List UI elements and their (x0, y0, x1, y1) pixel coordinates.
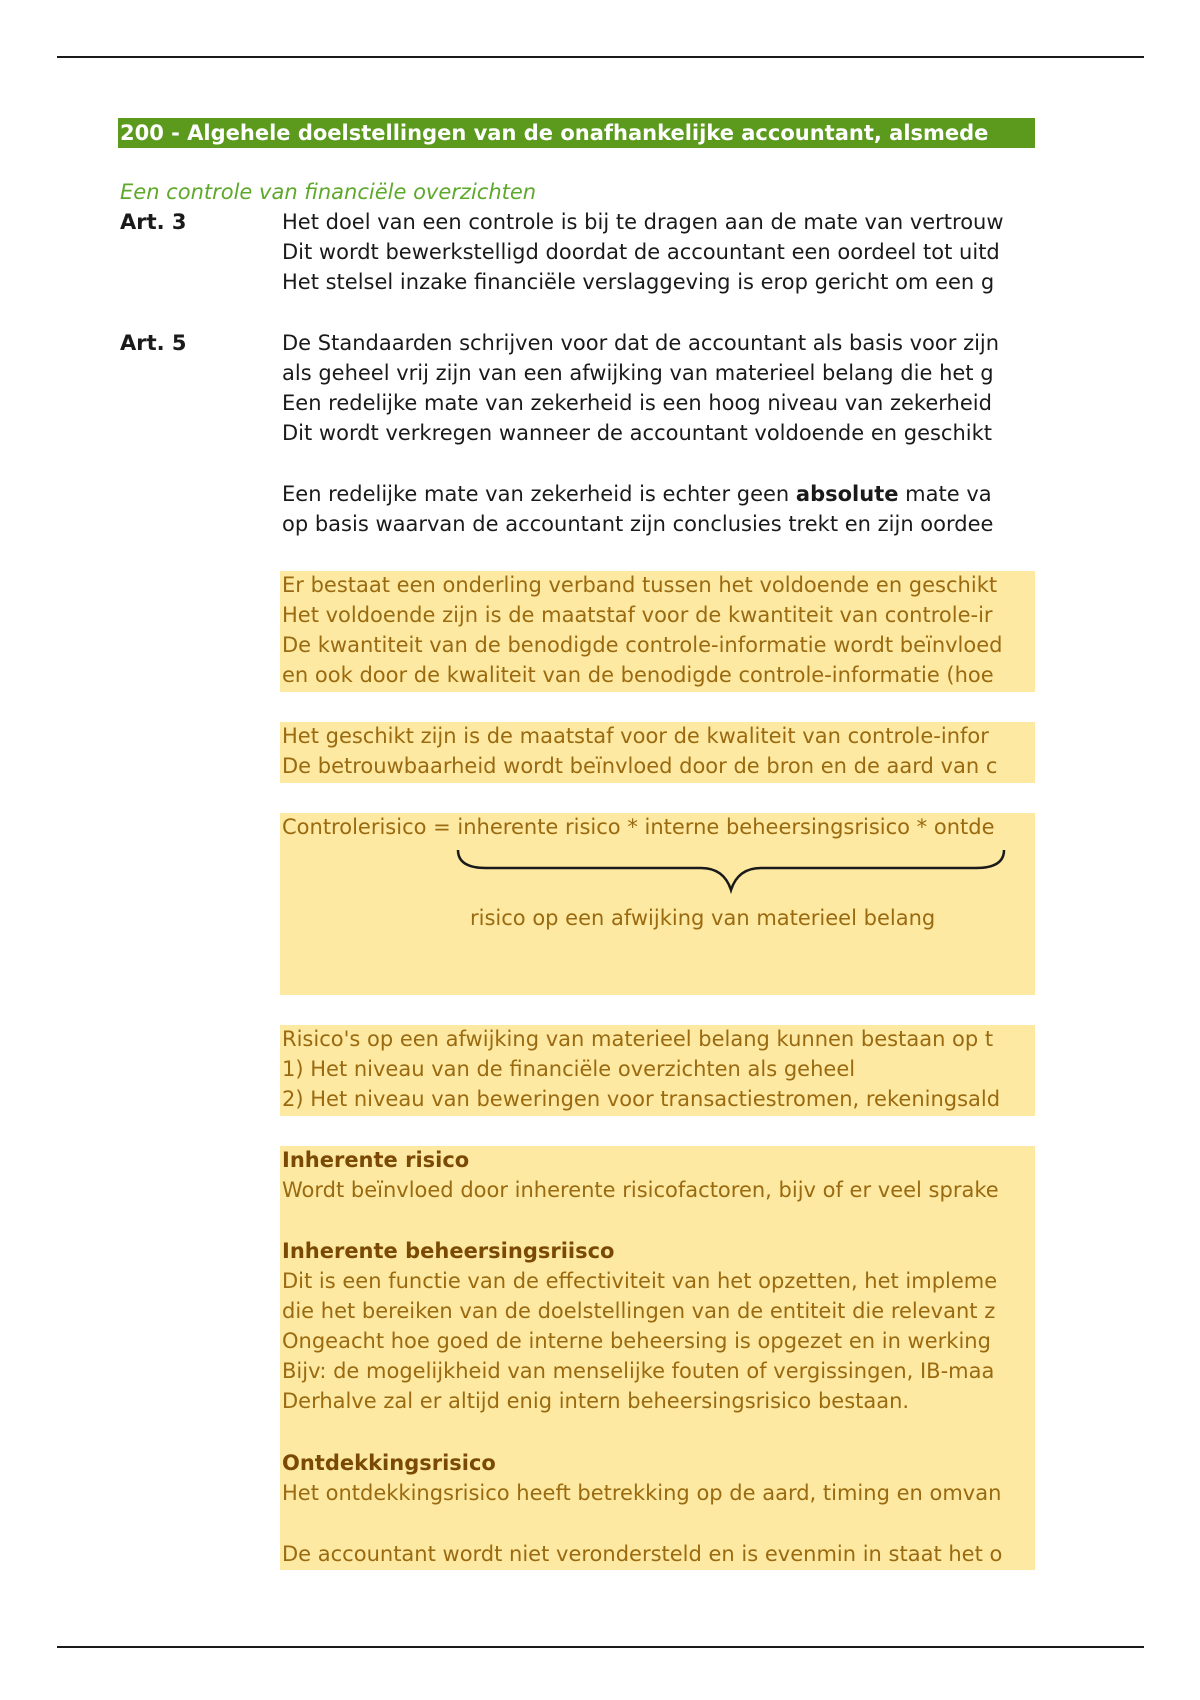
note-line: Wordt beïnvloed door inherente risicofactoren, bijv of er veel sprake (282, 1178, 999, 1202)
note-line: 1) Het niveau van de financiële overzichten als geheel (282, 1057, 856, 1081)
note-line: Dit is een functie van de effectiviteit van het opzetten, het impleme (282, 1269, 998, 1293)
para2-bold: absolute (795, 482, 899, 506)
note-line: Bijv: de mogelijkheid van menselijke fouten of vergissingen, IB-maa (282, 1359, 995, 1383)
control-risk-heading: Inherente beheersingsriisco (282, 1239, 615, 1263)
art-5-para2-line: op basis waarvan de accountant zijn conclusies trekt en zijn oordee (282, 512, 994, 536)
art-3-label: Art. 3 (120, 210, 187, 234)
para2-text: mate va (898, 482, 992, 506)
art-3-line: Het stelsel inzake financiële verslaggeving is erop gericht om een g (282, 270, 995, 294)
note-line: De kwantiteit van de benodigde controle-informatie wordt beïnvloed (282, 633, 1003, 657)
note-line: Ongeacht hoe goed de interne beheersing is opgezet en in werking (282, 1329, 991, 1353)
note-line: De accountant wordt niet verondersteld en is evenmin in staat het o (282, 1542, 1003, 1566)
note-line: De betrouwbaarheid wordt beïnvloed door de bron en de aard van c (282, 754, 998, 778)
art-5-line: Een redelijke mate van zekerheid is een hoog niveau van zekerheid (282, 391, 992, 415)
note-line: Het ontdekkingsrisico heeft betrekking op de aard, timing en omvan (282, 1481, 1002, 1505)
document-content (118, 118, 1035, 1578)
brace-label: risico op een afwijking van materieel belang (470, 906, 936, 930)
curly-brace-icon (456, 848, 1006, 898)
note-line: 2) Het niveau van beweringen voor transactiestromen, rekeningsald (282, 1087, 1001, 1111)
note-line: Risico's op een afwijking van materieel belang kunnen bestaan op t (282, 1027, 994, 1051)
top-rule (57, 56, 1144, 58)
bottom-rule (57, 1646, 1144, 1648)
formula-equation: Controlerisico = inherente risico * interne beheersingsrisico * ontde (282, 815, 995, 839)
art-5-line: De Standaarden schrijven voor dat de accountant als basis voor zijn (282, 331, 1000, 355)
note-line: Er bestaat een onderling verband tussen het voldoende en geschikt (282, 573, 998, 597)
art-5-line: als geheel vrij zijn van een afwijking van materieel belang die het g (282, 361, 994, 385)
art-3-line: Dit wordt bewerkstelligd doordat de accountant een oordeel tot uitd (282, 240, 1000, 264)
inherent-risk-heading: Inherente risico (282, 1148, 470, 1172)
para2-text: Een redelijke mate van zekerheid is echter geen (282, 482, 796, 506)
note-line: en ook door de kwaliteit van de benodigde controle-informatie (hoe (282, 663, 994, 687)
subtitle: Een controle van financiële overzichten (120, 180, 537, 204)
note-line: Het voldoende zijn is de maatstaf voor de kwantiteit van controle-ir (282, 603, 993, 627)
section-title: 200 - Algehele doelstellingen van de onafhankelijke accountant, alsmede (118, 118, 1035, 148)
art-5-para2-line (282, 479, 1035, 509)
detection-risk-heading: Ontdekkingsrisico (282, 1451, 496, 1475)
art-5-label: Art. 5 (120, 331, 187, 355)
note-line: Het geschikt zijn is de maatstaf voor de kwaliteit van controle-infor (282, 724, 989, 748)
art-5-line: Dit wordt verkregen wanneer de accountant voldoende en geschikt (282, 421, 993, 445)
note-line: Derhalve zal er altijd enig intern beheersingsrisico bestaan. (282, 1389, 910, 1413)
art-3-line: Het doel van een controle is bij te dragen aan de mate van vertrouw (282, 210, 1004, 234)
note-line: die het bereiken van de doelstellingen van de entiteit die relevant z (282, 1299, 996, 1323)
